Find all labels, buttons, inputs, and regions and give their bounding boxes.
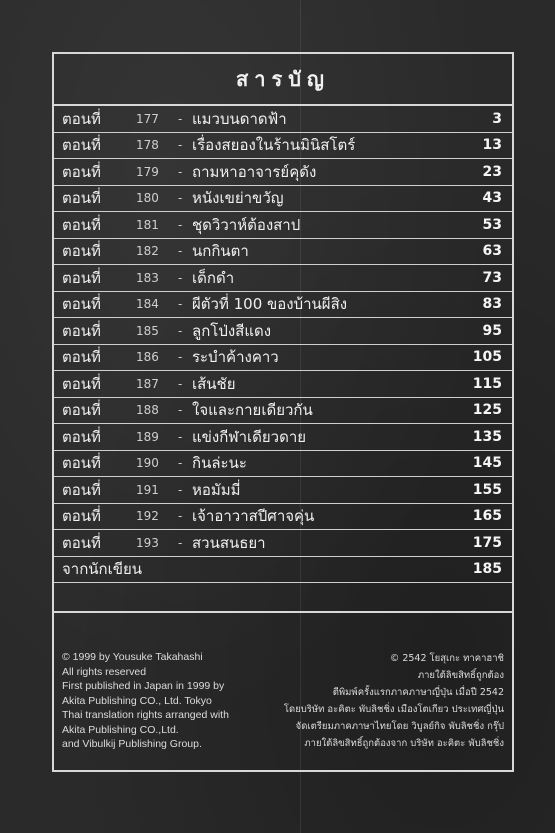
author-note-row[interactable] — [54, 557, 512, 584]
toc-row[interactable] — [54, 371, 512, 398]
toc-rows — [54, 106, 512, 557]
chapter-page: 63 — [482, 243, 502, 260]
credit-line-th: ภายใต้ลิขสิทธิ์ถูกต้อง — [417, 670, 504, 681]
chapter-title: ผีตัวที่ 100 ของบ้านผีสิง — [192, 295, 348, 314]
chapter-label: ตอนที่ — [62, 109, 101, 128]
toc-row[interactable] — [54, 292, 512, 319]
toc-row[interactable] — [54, 424, 512, 451]
chapter-title: ถามหาอาจารย์คุดัง — [192, 162, 317, 181]
separator-dash: - — [178, 191, 183, 206]
toc-header — [54, 54, 512, 106]
toc-row[interactable] — [54, 345, 512, 372]
chapter-label: ตอนที่ — [62, 242, 101, 261]
chapter-label: ตอนที่ — [62, 401, 101, 420]
toc-row[interactable] — [54, 265, 512, 292]
chapter-title: สวนสนธยา — [192, 533, 266, 552]
chapter-page: 125 — [472, 402, 502, 419]
chapter-title: เจ้าอาวาสปีศาจคุ่น — [192, 507, 315, 526]
chapter-title: ระบำค้างคาว — [192, 348, 279, 367]
chapter-number: 193 — [136, 535, 159, 550]
chapter-page: 175 — [472, 534, 502, 551]
chapter-page: 115 — [472, 375, 502, 392]
toc-spacer — [54, 583, 512, 613]
chapter-number: 183 — [136, 270, 159, 285]
toc-row[interactable] — [54, 530, 512, 557]
chapter-label: ตอนที่ — [62, 268, 101, 287]
separator-dash: - — [178, 111, 183, 126]
chapter-number: 187 — [136, 376, 159, 391]
chapter-number: 192 — [136, 509, 159, 524]
chapter-page: 145 — [472, 455, 502, 472]
chapter-number: 184 — [136, 297, 159, 312]
credits-section — [54, 640, 512, 770]
separator-dash: - — [178, 350, 183, 365]
author-note-label: จากนักเขียน — [62, 560, 143, 579]
separator-dash: - — [178, 244, 183, 259]
toc-row[interactable] — [54, 477, 512, 504]
chapter-label: ตอนที่ — [62, 480, 101, 499]
chapter-title: เรื่องสยองในร้านมินิสโตร์ — [192, 136, 356, 155]
toc-row[interactable] — [54, 212, 512, 239]
separator-dash: - — [178, 297, 183, 312]
toc-row[interactable] — [54, 133, 512, 160]
chapter-title: ใจและกายเดียวกัน — [192, 401, 313, 420]
chapter-page: 23 — [482, 163, 502, 180]
chapter-title: แมวบนดาดฟ้า — [192, 109, 287, 128]
chapter-page: 83 — [482, 296, 502, 313]
credit-line-en: First published in Japan in 1999 by — [62, 680, 225, 692]
chapter-number: 178 — [136, 138, 159, 153]
chapter-title: เส้นชัย — [192, 374, 236, 393]
chapter-number: 185 — [136, 323, 159, 338]
credit-line-th: โดยบริษัท อะคิตะ พับลิชชิ่ง เมืองโตเกียว ประเทศญี่ปุ่น — [283, 704, 504, 715]
credit-line-th: จัดเตรียมภาคภาษาไทยโดย วิบูลย์กิจ พับลิชชิ่ง กรุ๊ป — [295, 721, 504, 732]
chapter-page: 105 — [472, 349, 502, 366]
separator-dash: - — [178, 270, 183, 285]
chapter-number: 191 — [136, 482, 159, 497]
table-of-contents — [52, 52, 514, 772]
credit-line-th: © 2542 โยสุเกะ ทาคาฮาชิ — [389, 653, 504, 664]
chapter-number: 186 — [136, 350, 159, 365]
chapter-title: หอมัมมี่ — [192, 480, 241, 499]
toc-row[interactable] — [54, 106, 512, 133]
separator-dash: - — [178, 509, 183, 524]
chapter-label: ตอนที่ — [62, 507, 101, 526]
chapter-label: ตอนที่ — [62, 348, 101, 367]
chapter-label: ตอนที่ — [62, 295, 101, 314]
separator-dash: - — [178, 482, 183, 497]
chapter-number: 181 — [136, 217, 159, 232]
chapter-title: หนังเขย่าขวัญ — [192, 189, 284, 208]
chapter-label: ตอนที่ — [62, 162, 101, 181]
chapter-title: ลูกโป่งสีแดง — [192, 321, 272, 340]
credit-line-en: All rights reserved — [62, 665, 147, 678]
chapter-label: ตอนที่ — [62, 454, 101, 473]
toc-row[interactable] — [54, 504, 512, 531]
separator-dash: - — [178, 217, 183, 232]
credit-line-en: © 1999 by Yousuke Takahashi — [62, 651, 203, 663]
chapter-number: 189 — [136, 429, 159, 444]
chapter-page: 3 — [492, 110, 502, 127]
credit-line-en: Akita Publishing CO., Ltd. Tokyo — [62, 694, 212, 707]
toc-row[interactable] — [54, 159, 512, 186]
chapter-page: 155 — [472, 481, 502, 498]
separator-dash: - — [178, 323, 183, 338]
chapter-label: ตอนที่ — [62, 189, 101, 208]
toc-row[interactable] — [54, 398, 512, 425]
chapter-label: ตอนที่ — [62, 427, 101, 446]
toc-row[interactable] — [54, 186, 512, 213]
credits-english — [62, 650, 277, 752]
chapter-label: ตอนที่ — [62, 321, 101, 340]
chapter-number: 190 — [136, 456, 159, 471]
separator-dash: - — [178, 164, 183, 179]
chapter-number: 182 — [136, 244, 159, 259]
chapter-label: ตอนที่ — [62, 215, 101, 234]
chapter-page: 73 — [482, 269, 502, 286]
chapter-page: 95 — [482, 322, 502, 339]
chapter-label: ตอนที่ — [62, 136, 101, 155]
chapter-title: ชุดวิวาห์ต้องสาป — [192, 215, 301, 234]
chapter-title: กินล่ะนะ — [192, 454, 247, 473]
chapter-page: 135 — [472, 428, 502, 445]
chapter-page: 165 — [472, 508, 502, 525]
chapter-number: 179 — [136, 164, 159, 179]
toc-row[interactable] — [54, 451, 512, 478]
chapter-title: แข่งกีฬาเดียวดาย — [192, 427, 307, 446]
credit-line-th: ภายใต้ลิขสิทธิ์ถูกต้องจาก บริษัท อะคิตะ พับลิชชิ่ง — [304, 738, 504, 749]
toc-row[interactable] — [54, 318, 512, 345]
credits-thai — [274, 650, 504, 752]
author-note-page: 185 — [472, 561, 502, 578]
credit-line-en: Thai translation rights arranged with — [62, 709, 229, 721]
chapter-title: เด็กดำ — [192, 268, 235, 287]
credit-line-en: Akita Publishing CO.,Ltd. — [62, 723, 179, 736]
chapter-label: ตอนที่ — [62, 533, 101, 552]
separator-dash: - — [178, 535, 183, 550]
chapter-title: นกกินตา — [192, 242, 249, 261]
separator-dash: - — [178, 456, 183, 471]
chapter-label: ตอนที่ — [62, 374, 101, 393]
separator-dash: - — [178, 138, 183, 153]
separator-dash: - — [178, 376, 183, 391]
toc-row[interactable] — [54, 239, 512, 266]
chapter-number: 180 — [136, 191, 159, 206]
credit-line-en: and Vibulkij Publishing Group. — [62, 738, 202, 750]
chapter-number: 177 — [136, 111, 159, 126]
chapter-page: 53 — [482, 216, 502, 233]
toc-title: สารบัญ — [236, 67, 330, 91]
chapter-page: 43 — [482, 190, 502, 207]
chapter-number: 188 — [136, 403, 159, 418]
credit-line-th: ตีพิมพ์ครั้งแรกภาคภาษาญี่ปุ่น เมื่อปี 2542 — [332, 687, 504, 698]
separator-dash: - — [178, 403, 183, 418]
separator-dash: - — [178, 429, 183, 444]
chapter-page: 13 — [482, 137, 502, 154]
